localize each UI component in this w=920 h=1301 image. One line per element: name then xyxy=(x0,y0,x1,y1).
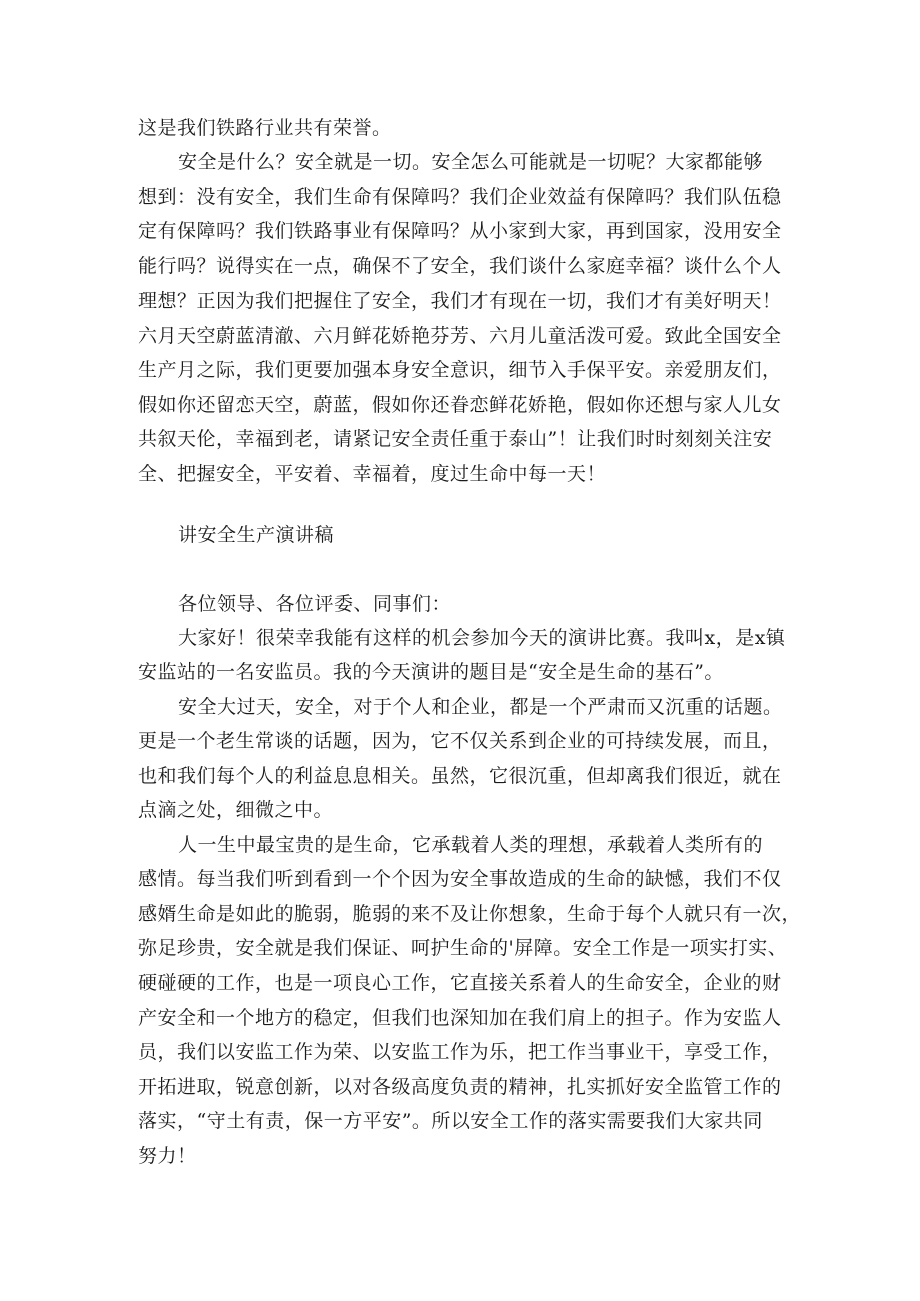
paragraph-line: 大家好！很荣幸我能有这样的机会参加今天的演讲比赛。我叫x，是x镇 xyxy=(178,627,786,649)
paragraph-line: 员，我们以安监工作为荣、以安监工作为乐，把工作当事业干，享受工作， xyxy=(138,1041,782,1063)
paragraph-line: 能行吗？说得实在一点，确保不了安全，我们谈什么家庭幸福？谈什么个人 xyxy=(138,255,782,277)
paragraph-line: 产安全和一个地方的稳定，但我们也深知加在我们肩上的担子。作为安监人 xyxy=(138,1007,782,1029)
paragraph-line: 落实，“守土有责，保一方平安”。所以安全工作的落实需要我们大家共同 xyxy=(138,1110,763,1132)
paragraph-line: 感婿生命是如此的脆弱，脆弱的来不及让你想象，生命于每个人就只有一次， xyxy=(138,903,802,925)
paragraph-line: 弥足珍贵，安全就是我们保证、呵护生命的'屏障。安全工作是一项实打实、 xyxy=(138,937,788,959)
paragraph-line: 生产月之际，我们更要加强本身安全意识，细节入手保平安。亲爱朋友们， xyxy=(138,359,782,381)
paragraph-line: 这是我们铁路行业共有荣誉。 xyxy=(138,117,392,139)
section-title: 讲安全生产演讲稿 xyxy=(178,524,335,546)
paragraph-line: 想到：没有安全，我们生命有保障吗？我们企业效益有保障吗？我们队伍稳 xyxy=(138,186,782,208)
paragraph-line: 全、把握安全，平安着、幸福着，度过生命中每一天！ xyxy=(138,463,607,485)
paragraph-line: 安全是什么？安全就是一切。安全怎么可能就是一切呢？大家都能够 xyxy=(178,151,764,173)
paragraph-line: 假如你还留恋天空，蔚蓝，假如你还眷恋鲜花娇艳，假如你还想与家人儿女 xyxy=(138,394,782,416)
paragraph-line: 感情。每当我们听到看到一个个因为安全事故造成的生命的缺憾，我们不仅 xyxy=(138,868,782,890)
paragraph-line: 理想？正因为我们把握住了安全，我们才有现在一切，我们才有美好明天！ xyxy=(138,290,782,312)
paragraph-line: 硬碰硬的工作，也是一项良心工作，它直接关系着人的生命安全，企业的财 xyxy=(138,972,782,994)
paragraph-line: 更是一个老生常谈的话题，因为，它不仅关系到企业的可持续发展，而且， xyxy=(138,730,782,752)
paragraph-line: 安全大过天，安全，对于个人和企业，都是一个严肃而又沉重的话题。 xyxy=(178,696,783,718)
paragraph-line: 共叙天伦，幸福到老，请紧记安全责任重于泰山”！让我们时时刻刻关注安 xyxy=(138,428,773,450)
paragraph-line: 人一生中最宝贵的是生命，它承载着人类的理想，承载着人类所有的 xyxy=(178,834,764,856)
paragraph-line: 安监站的一名安监员。我的今天演讲的题目是“安全是生命的基石”。 xyxy=(138,661,724,683)
paragraph-line: 开拓进取，锐意创新，以对各级高度负责的精神，扎实抓好安全监管工作的 xyxy=(138,1076,782,1098)
paragraph-line: 也和我们每个人的利益息息相关。虽然，它很沉重，但却离我们很近，就在 xyxy=(138,765,782,787)
paragraph-line: 努力！ xyxy=(138,1145,197,1167)
paragraph-line: 定有保障吗？我们铁路事业有保障吗？从小家到大家，再到国家，没用安全 xyxy=(138,220,782,242)
paragraph-line: 六月天空蔚蓝清澈、六月鲜花娇艳芬芳、六月儿童活泼可爱。致此全国安全 xyxy=(138,325,782,347)
greeting: 各位领导、各位评委、同事们： xyxy=(178,593,452,615)
paragraph-line: 点滴之处，细微之中。 xyxy=(138,799,334,821)
